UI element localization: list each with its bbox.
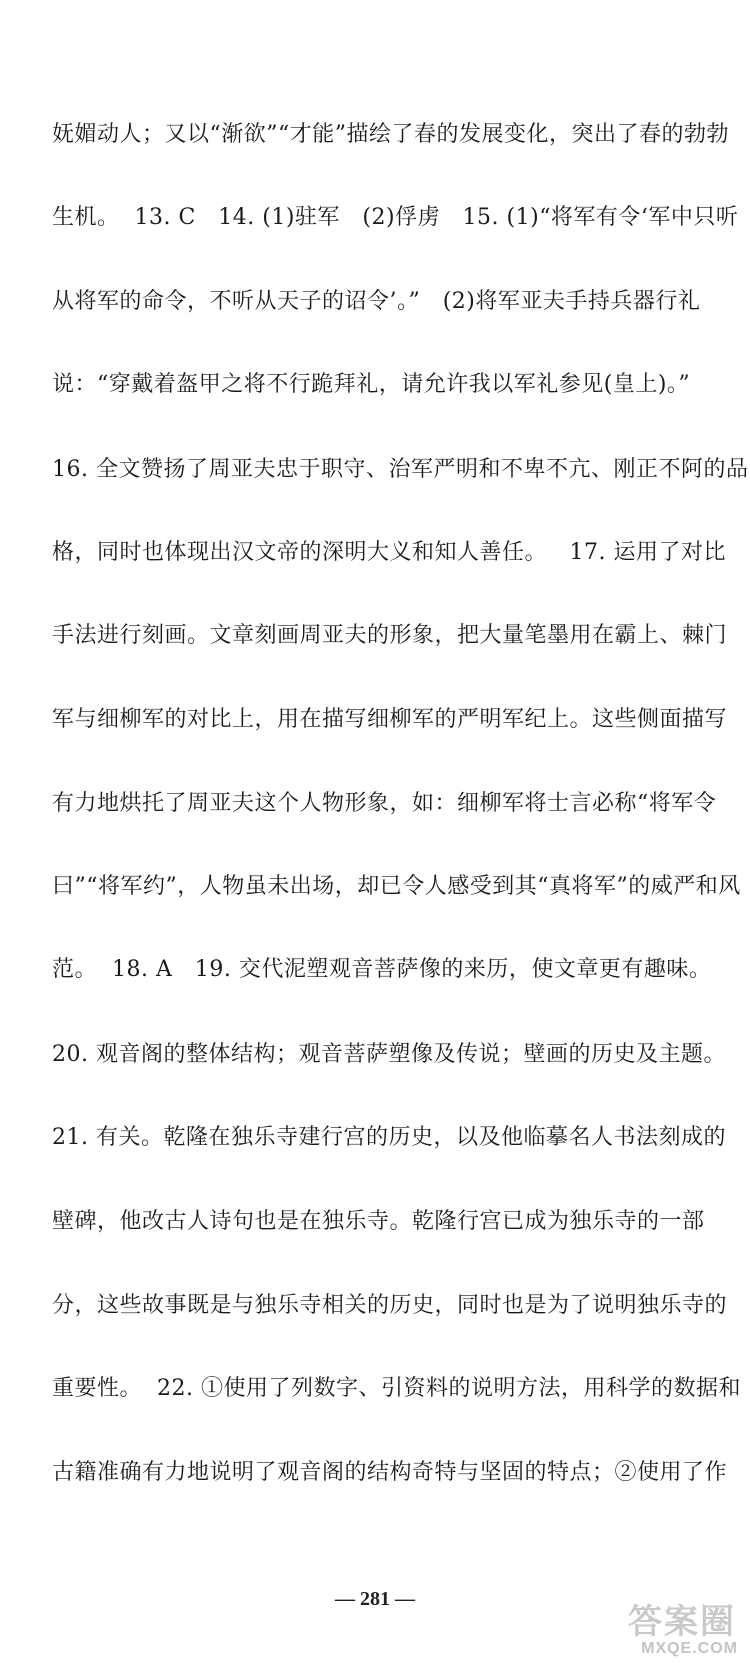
- text-line: 重要性。 22. ①使用了列数字、引资料的说明方法，用科学的数据和: [52, 1376, 741, 1401]
- text-line: 壁碑，他改古人诗句也是在独乐寺。乾隆行宫已成为独乐寺的一部: [52, 1209, 705, 1234]
- text-line: 有力地烘托了周亚夫这个人物形象，如：细柳军将士言必称“将军令: [52, 791, 717, 816]
- text-line: 古籍准确有力地说明了观音阁的结构奇特与坚固的特点；②使用了作: [52, 1460, 728, 1485]
- page-number: — 281 —: [335, 1588, 415, 1610]
- watermark-logo: [592, 1594, 742, 1660]
- text-line: 21. 有关。乾隆在独乐寺建行宫的历史，以及他临摹名人书法刻成的: [52, 1125, 726, 1150]
- text-line: 范。 18. A 19. 交代泥塑观音菩萨像的来历，使文章更有趣味。: [52, 957, 712, 982]
- text-line: 从将军的命令，不听从天子的诏令’。” (2)将军亚夫手持兵器行礼: [52, 289, 701, 314]
- text-line: 16. 全文赞扬了周亚夫忠于职守、治军严明和不卑不亢、刚正不阿的品: [52, 457, 749, 482]
- text-line: 20. 观音阁的整体结构；观音菩萨塑像及传说；壁画的历史及主题。: [52, 1042, 726, 1067]
- text-line: 说：“穿戴着盔甲之将不行跪拜礼，请允许我以军礼参见(皇上)。”: [52, 372, 691, 397]
- text-line: 曰”“将军约”，人物虽未出场，却已令人感受到其“真将军”的威严和风: [52, 874, 741, 899]
- watermark-logo-text: 答案圈: [628, 1602, 736, 1642]
- text-line: 妩媚动人；又以“渐欲”“才能”描绘了春的发展变化，突出了春的勃勃: [52, 122, 729, 147]
- text-line: 生机。 13. C 14. (1)驻军 (2)俘虏 15. (1)“将军有令‘军中只听: [52, 205, 739, 230]
- text-line: 分，这些故事既是与独乐寺相关的历史，同时也是为了说明独乐寺的: [52, 1293, 728, 1318]
- text-line: 格，同时也体现出汉文帝的深明大义和知人善任。 17. 运用了对比: [52, 540, 726, 565]
- text-line: 手法进行刻画。文章刻画周亚夫的形象，把大量笔墨用在霸上、棘门: [52, 623, 728, 648]
- text-line: 军与细柳军的对比上，用在描写细柳军的严明军纪上。这些侧面描写: [52, 707, 728, 732]
- watermark-url: MXQE.COM: [641, 1640, 738, 1657]
